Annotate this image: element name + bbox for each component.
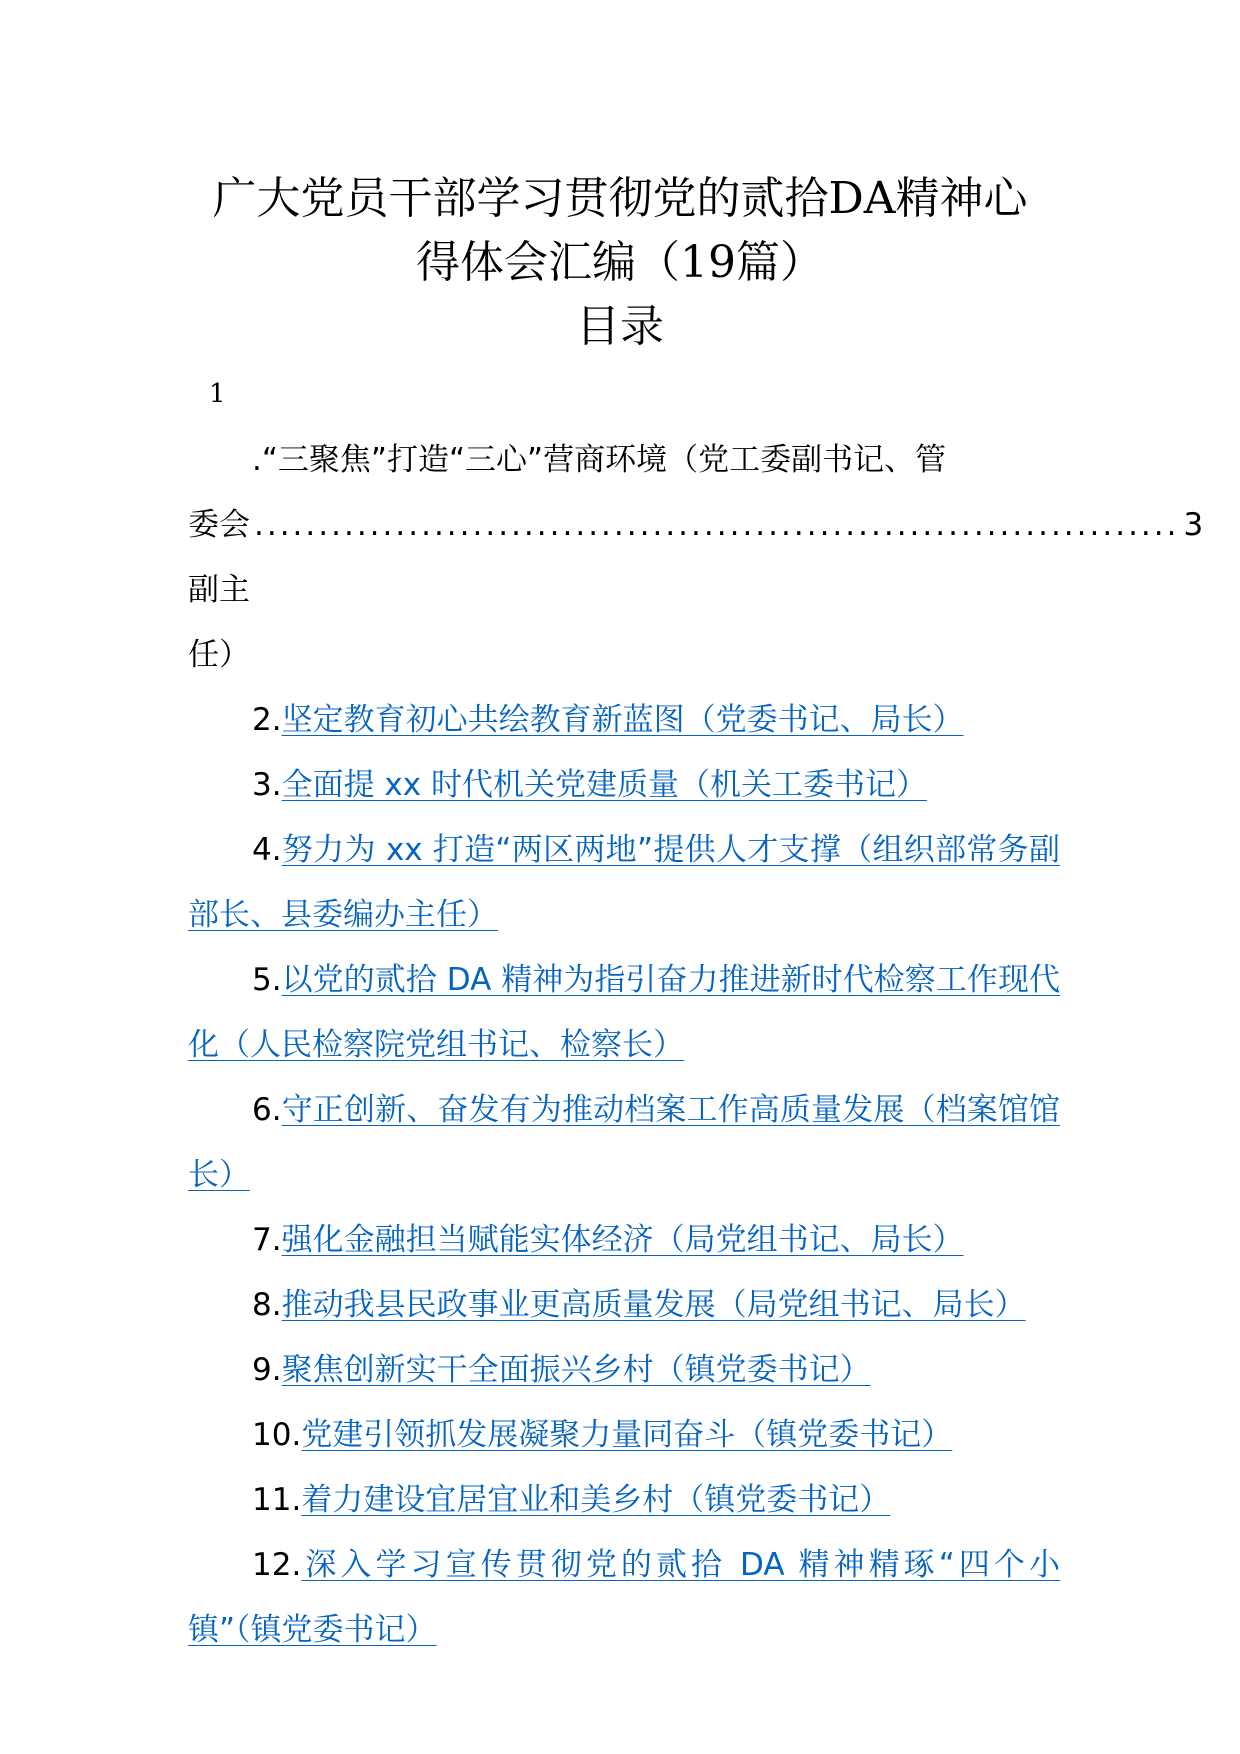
toc-entry-8: [188, 1273, 1060, 1338]
title-text: 精神心: [895, 173, 1028, 224]
toc-entry-6: [188, 1078, 1060, 1208]
toc-link[interactable]: 全面提 xx 时代机关党建质量（机关工委书记）: [281, 767, 927, 803]
toc-entry-number: 2.: [252, 702, 282, 738]
toc-link[interactable]: 着力建设宜居宜业和美乡村（镇党委书记）: [301, 1482, 891, 1518]
toc-page-number: 3: [1183, 507, 1204, 543]
toc-entry-number: 6.: [252, 1092, 282, 1128]
toc-entry-number: 4.: [252, 832, 282, 868]
toc-leader-dots: ........................................................................: [254, 507, 1180, 543]
toc-entry-1-line-2: [188, 493, 1204, 688]
toc-entry-number: 8.: [252, 1287, 282, 1323]
title-text-latin: 19: [680, 237, 736, 288]
toc-entry-1-text: 委会副主任）: [188, 507, 250, 673]
table-of-contents: [188, 428, 1204, 1663]
toc-link[interactable]: 党建引领抓发展凝聚力量同奋斗（镇党委书记）: [301, 1417, 953, 1453]
toc-entry-3: [188, 753, 1060, 818]
toc-entry-5: [188, 948, 1060, 1078]
toc-entry-10: [188, 1403, 1060, 1468]
toc-link[interactable]: 努力为 xx 打造“两区两地”提供人才支撑（组织部常务副部长、县委编办主任）: [188, 832, 1060, 933]
toc-link[interactable]: 坚定教育初心共绘教育新蓝图（党委书记、局长）: [281, 702, 964, 738]
title-text: 得体会汇编（: [416, 237, 680, 288]
document-title-line-2: [150, 232, 1090, 294]
toc-entry-2: [188, 688, 1060, 753]
toc-link[interactable]: 聚焦创新实干全面振兴乡村（镇党委书记）: [281, 1352, 871, 1388]
toc-link[interactable]: 强化金融担当赋能实体经济（局党组书记、局长）: [281, 1222, 964, 1258]
toc-entry-number: 10.: [252, 1417, 302, 1453]
toc-link[interactable]: 守正创新、奋发有为推动档案工作高质量发展（档案馆馆长）: [188, 1092, 1060, 1193]
toc-entry-11: [188, 1468, 1060, 1533]
toc-entry-number: 9.: [252, 1352, 282, 1388]
toc-entry-number: 5.: [252, 962, 282, 998]
toc-link[interactable]: 以党的贰拾 DA 精神为指引奋力推进新时代检察工作现代化（人民检察院党组书记、检察长）: [188, 962, 1060, 1063]
toc-entry-12: [188, 1533, 1060, 1663]
stray-page-number: 1: [209, 379, 226, 409]
toc-link[interactable]: 深入学习宣传贯彻党的贰拾 DA 精神精琢“四个小镇”（镇党委书记）: [188, 1547, 1060, 1648]
toc-entry-1[interactable]: [188, 428, 1204, 688]
title-text: 广大党员干部学习贯彻党的贰拾: [212, 173, 829, 224]
toc-heading: 目录: [576, 301, 664, 352]
toc-entry-number: 7.: [252, 1222, 282, 1258]
toc-entry-number: 11.: [252, 1482, 302, 1518]
document-title-line-1: [150, 168, 1090, 230]
toc-link[interactable]: 推动我县民政事业更高质量发展（局党组书记、局长）: [281, 1287, 1026, 1323]
toc-entry-7: [188, 1208, 1060, 1273]
title-text: 篇）: [736, 237, 824, 288]
toc-entry-1-line-1: .“三聚焦”打造“三心”营商环境（党工委副书记、管: [252, 442, 947, 478]
title-text-latin: DA: [828, 173, 896, 224]
toc-entry-number: 12.: [252, 1547, 302, 1583]
toc-entry-9: [188, 1338, 1060, 1403]
toc-entry-4: [188, 818, 1060, 948]
toc-entry-number: 3.: [252, 767, 282, 803]
